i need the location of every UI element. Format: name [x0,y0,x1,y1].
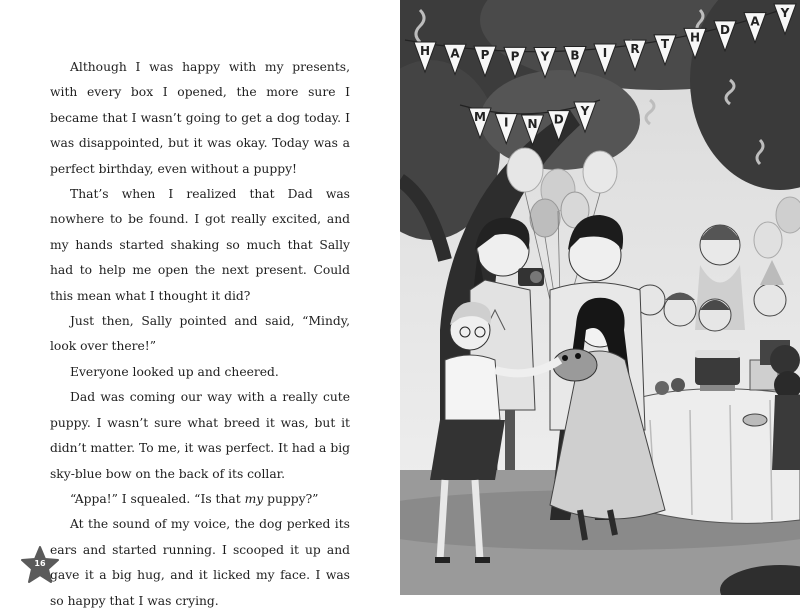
paragraph-6 [50,487,350,512]
paragraph-7 [50,512,350,614]
banner-top-letter: A [450,46,460,61]
banner-top-letter: H [419,44,431,58]
illustration-art [400,0,800,595]
banner-top-letter: B [570,48,580,63]
paragraph-2 [50,182,350,309]
paragraph-5-text: Dad was coming our way with a really cute puppy. I wasn’t sure what breed it was, but it didn’t matter. To me, it was perfect. It had a big sky-blue bow on the back of its collar. [50,390,350,481]
banner-top-letter: A [750,14,760,29]
paragraph-7-text: At the sound of my voice, the dog perked its ears and started running. I scooped it up and gave it a big hug, and it licked my face. I was so happy that I was crying. [50,517,350,608]
banner-bottom-letter: I [504,115,509,130]
banner-top-letter: P [480,48,490,63]
party-illustration [400,0,800,595]
banner-top-letter: I [602,46,608,60]
banner-top-letter: Y [780,6,790,20]
banner-top-letter: P [510,49,520,64]
text-page [0,0,400,608]
page-number-badge [20,546,60,584]
page-number: 16 [34,559,46,568]
banner-bottom-letter: D [553,112,564,127]
paragraph-5 [50,385,350,487]
story-text [50,55,350,614]
banner-bottom-letter: M [474,110,486,124]
banner-top-letter: R [630,42,640,57]
banner-bottom-letter: N [527,117,538,131]
paragraph-4 [50,360,350,385]
banner-top-letter: Y [540,49,550,64]
paragraph-3-text: Just then, Sally pointed and said, “Mindy, look over there!” [50,314,350,354]
banner-top-letter: H [689,30,701,45]
banner-top-letter: D [720,22,730,37]
paragraph-6-text-b: puppy?” [263,491,319,506]
paragraph-2-text: That’s when I realized that Dad was nowhere to be found. I got really excited, and my hands started shaking so much that Sally had to help me open the next present. Could this mean what I thought it did? [50,187,350,303]
paragraph-6-text-a: “Appa!” I squealed. “Is that [70,491,245,506]
paragraph-4-text: Everyone looked up and cheered. [70,364,279,379]
banner-bottom-letter: Y [580,104,590,118]
paragraph-1 [50,55,350,182]
paragraph-1-text: Although I was happy with my presents, with every box I opened, the more sure I became that I wasn’t going to get a dog today. I was disappointed, but it was okay. Today was a perfect birthday, even without a puppy! [50,60,350,176]
banner-top-letter: T [660,36,670,51]
paragraph-6-emphasis: my [244,491,264,506]
paragraph-3 [50,309,350,360]
